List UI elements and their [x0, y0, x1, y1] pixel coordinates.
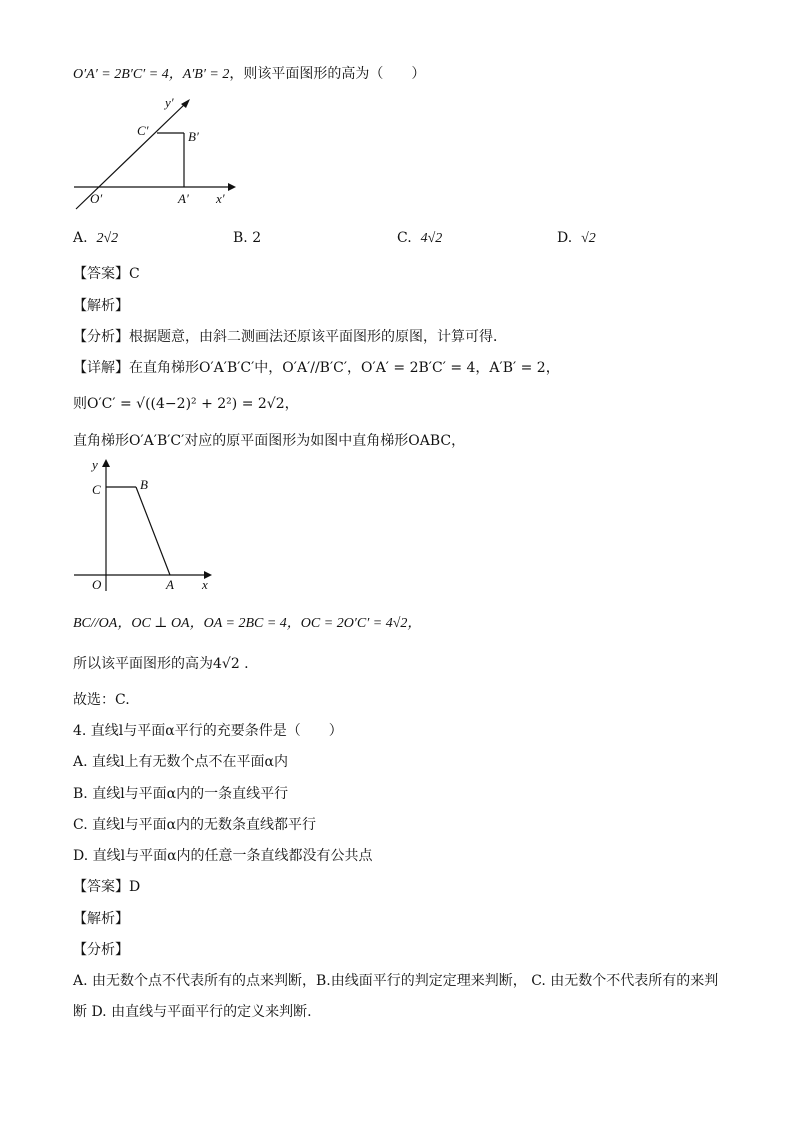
- label-o: O: [92, 577, 102, 592]
- q4-analysis-tag: 【解析】: [73, 911, 129, 927]
- q4-stem-text: 4. 直线l与平面α平行的充要条件是（ ）: [73, 723, 343, 739]
- q3-option-c[interactable]: C. 4√2: [397, 230, 443, 246]
- segment-b-a-orig: [136, 487, 170, 575]
- q4-fenxi-2: [73, 1002, 312, 1022]
- q4-option-b[interactable]: B. 直线l与平面α内的一条直线平行: [73, 786, 289, 802]
- analysis-tag: 【解析】: [73, 298, 129, 314]
- q4-analysis: [73, 909, 129, 929]
- label-a: A: [166, 577, 174, 592]
- xiangjie-tag: 【详解】: [73, 360, 129, 376]
- q3-xiangjie-5: [73, 654, 249, 674]
- answer-value: C: [129, 266, 140, 282]
- q3-stem-math: O′A′ = 2B′C′ = 4，A′B′ = 2: [73, 67, 230, 82]
- answer-tag: 【答案】: [73, 266, 129, 282]
- fenxi-text: 根据题意，由斜二测画法还原该平面图形的原图，计算可得．: [129, 329, 507, 345]
- original-figure: [70, 455, 220, 595]
- q3-analysis: [73, 296, 129, 316]
- q4-answer-tag: 【答案】: [73, 879, 129, 895]
- label-c: C: [92, 482, 101, 497]
- q4-option-d[interactable]: D. 直线l与平面α内的任意一条直线都没有公共点: [73, 848, 373, 864]
- xiangjie-text-3: 直角梯形O′A′B′C′对应的原平面图形为如图中直角梯形OABC，: [73, 433, 466, 449]
- q3-xiangjie-1: [73, 358, 560, 378]
- q3-stem-text: ，则该平面图形的高为（ ）: [229, 66, 426, 82]
- xiangjie-text-4: BC//OA，OC ⊥ OA，OA = 2BC = 4，OC = 2O′C′ = 4√2，: [73, 616, 422, 631]
- q3-choose: [73, 690, 130, 710]
- q3-xiangjie-3: [73, 431, 465, 451]
- q4-fenxi-text-2: 断 D. 由直线与平面平行的定义来判断.: [73, 1004, 312, 1020]
- q4-option-a[interactable]: A. 直线l上有无数个点不在平面α内: [73, 754, 288, 770]
- q3-xiangjie-2: [73, 394, 299, 414]
- q3-stem: [73, 64, 425, 85]
- q4-option-c[interactable]: C. 直线l与平面α内的无数条直线都平行: [73, 817, 317, 833]
- q4-stem: [73, 721, 343, 741]
- q4-answer-value: D: [129, 879, 141, 895]
- label-c-prime: C′: [137, 123, 149, 138]
- q3-option-a[interactable]: A. 2√2: [73, 230, 119, 246]
- label-o-prime: O′: [90, 191, 103, 206]
- q3-option-d[interactable]: D. √2: [557, 230, 596, 246]
- x-axis-arrow: [228, 183, 236, 191]
- label-a-prime: A′: [178, 191, 189, 206]
- oblique-figure: [70, 95, 240, 215]
- xiangjie-text-5: 所以该平面图形的高为4√2 .: [73, 656, 249, 672]
- label-b-prime: B′: [188, 129, 199, 144]
- label-b: B: [140, 477, 148, 492]
- fenxi-tag: 【分析】: [73, 329, 129, 345]
- label-y-prime: y′: [165, 95, 174, 110]
- choose-text: 故选：C.: [73, 692, 130, 708]
- label-x-prime: x′: [216, 191, 225, 206]
- xiangjie-text-1: 在直角梯形O′A′B′C′中，O′A′//B′C′，O′A′ = 2B′C′ = 4，A′B′ = 2，: [129, 360, 560, 376]
- q3-option-b[interactable]: B. 2: [233, 230, 262, 246]
- q3-fenxi: [73, 327, 507, 347]
- xiangjie-text-2: 则O′C′ = √((4−2)² + 2²) = 2√2，: [73, 396, 299, 412]
- label-y: y: [92, 457, 98, 472]
- q4-fenxi-1: [73, 971, 718, 991]
- q4-fenxi-tag: 【分析】: [73, 942, 129, 958]
- q4-fenxi-tag-line: [73, 940, 129, 960]
- label-x: x: [202, 577, 208, 592]
- q3-answer: [73, 264, 140, 284]
- q4-answer: [73, 877, 140, 897]
- q4-fenxi-text-1: A. 由无数个点不代表所有的点来判断，B.由线面平行的判定定理来判断， C. 由无数个不代表所有的来判: [73, 973, 719, 989]
- y-axis-arrow-2: [102, 459, 110, 467]
- q3-xiangjie-4: [73, 614, 421, 634]
